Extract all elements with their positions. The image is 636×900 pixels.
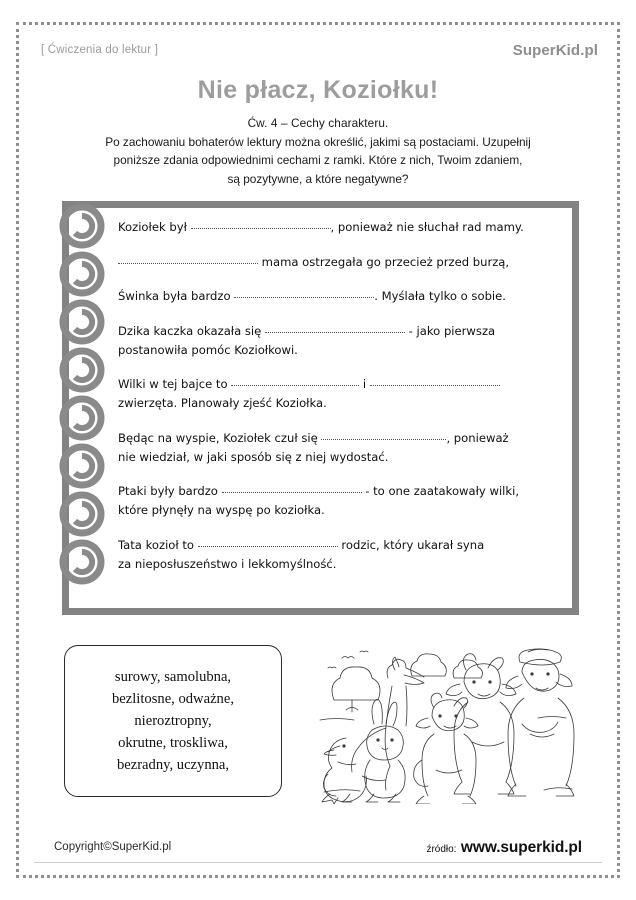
- sentence-before: Wilki w tej bajce to: [118, 377, 232, 391]
- sentence-after: , ponieważ nie słuchał rad mamy.: [330, 220, 524, 234]
- sentence-before: Koziołek był: [118, 220, 191, 234]
- exercise-item: [118, 375, 568, 413]
- word-bank-line-4: okrutne, troskliwa,: [118, 735, 228, 751]
- exercise-item: [118, 536, 568, 574]
- answer-blank[interactable]: [198, 537, 338, 547]
- exercise-item: [118, 253, 568, 272]
- sentence-after: , ponieważ: [446, 430, 509, 445]
- instructions-line-1: Ćw. 4 – Cechy charakteru.: [247, 116, 389, 130]
- exercise-item: [118, 322, 568, 360]
- exercise-item: [118, 218, 568, 237]
- word-bank-box: [64, 645, 282, 797]
- sentence-before: Świnka była bardzo: [118, 289, 235, 303]
- series-kicker: [ Ćwiczenia do lektur ]: [41, 44, 159, 56]
- brand-logo: SuperKid.pl: [512, 42, 598, 59]
- footer-divider: [34, 862, 602, 863]
- sentence-second-line: które płynęły na wyspę po koziołka.: [118, 503, 325, 517]
- sentence-second-line: postanowiła pomóc Koziołkowi.: [118, 342, 298, 357]
- sentence-after: - jako pierwsza: [404, 323, 496, 338]
- sentence-before: Będąc na wyspie, Koziołek czuł się: [118, 430, 322, 445]
- sentence-after: . Myślała tylko o sobie.: [374, 289, 506, 303]
- exercise-list: [118, 218, 568, 574]
- answer-blank[interactable]: [321, 430, 446, 440]
- exercise-item: [118, 287, 568, 306]
- answer-blank[interactable]: [191, 219, 331, 229]
- page-title: Nie płacz, Koziołku!: [197, 76, 439, 104]
- answer-blank[interactable]: [265, 323, 405, 333]
- instructions-line-3: poniższe zdania odpowiednimi cechami z ramki. Które z nich, Twoim zdaniem,: [113, 153, 523, 167]
- sentence-before: Ptaki były bardzo: [118, 484, 222, 498]
- sentence-second-line: nie wiedział, w jaki sposób się z niej wydostać.: [118, 449, 389, 464]
- answer-blank-second[interactable]: [370, 376, 500, 386]
- source-label: źródło:: [426, 844, 457, 855]
- answer-blank[interactable]: [231, 376, 359, 386]
- sentence-after: mama ostrzegała go przecież przed burzą,: [258, 254, 510, 269]
- word-bank-line-1: surowy, samolubna,: [114, 669, 232, 685]
- animals-illustration: [316, 642, 578, 804]
- sentence-before: Dzika kaczka okazała się: [118, 323, 265, 338]
- sentence-after: - to one zaatakowały wilki,: [361, 484, 520, 498]
- sentence-second-line: za nieposłuszeństwo i lekkomyślność.: [118, 556, 337, 571]
- answer-blank[interactable]: [222, 483, 362, 493]
- source-url: www.superkid.pl: [460, 839, 582, 856]
- sentence-second-line: zwierzęta. Planowały zjeść Koziołka.: [118, 396, 327, 410]
- word-bank-line-3: nieroztropny,: [134, 713, 212, 729]
- instructions-block: [56, 114, 580, 188]
- answer-blank[interactable]: [118, 254, 258, 264]
- word-bank-line-2: bezlitosne, odważne,: [112, 691, 234, 707]
- answer-blank[interactable]: [234, 288, 374, 298]
- word-bank-line-5: bezradny, uczynna,: [116, 757, 230, 773]
- sentence-middle: i: [359, 377, 370, 391]
- exercise-item: [118, 482, 568, 520]
- instructions-line-4: są pozytywne, a które negatywne?: [227, 171, 409, 186]
- sentence-after: rodzic, który ukarał syna: [337, 537, 485, 552]
- source-block: [426, 839, 582, 857]
- copyright-text: Copyright©SuperKid.pl: [54, 841, 172, 853]
- word-bank-text: [102, 666, 244, 776]
- sentence-before: Tata kozioł to: [118, 537, 198, 552]
- exercise-item: [118, 429, 568, 467]
- instructions-line-2: Po zachowaniu bohaterów lektury można określić, jakimi są postaciami. Uzupełnij: [105, 134, 531, 149]
